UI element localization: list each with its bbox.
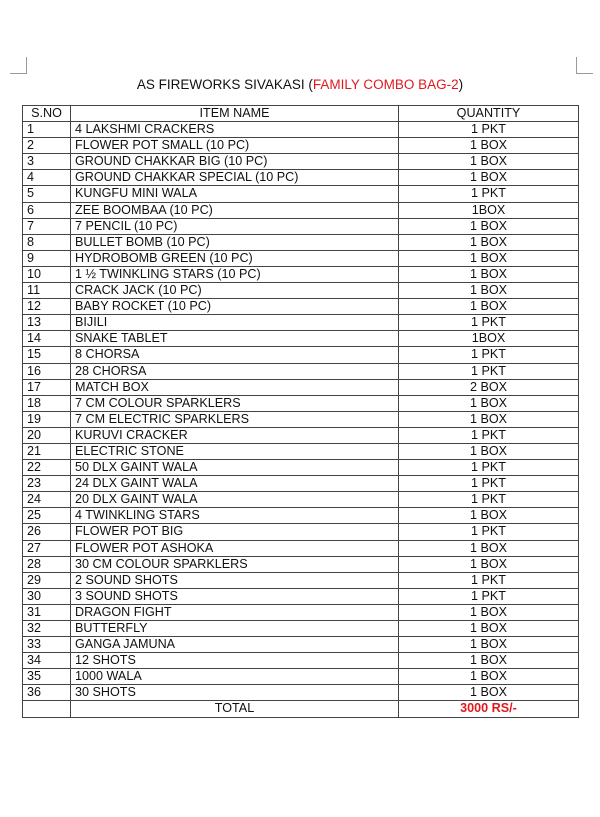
cell-item-name: 30 SHOTS bbox=[71, 685, 399, 701]
table-row bbox=[23, 411, 579, 427]
table-row bbox=[23, 331, 579, 347]
cell-quantity: 1 BOX bbox=[399, 170, 579, 186]
cell-quantity: 1 PKT bbox=[399, 186, 579, 202]
cell-item-name: HYDROBOMB GREEN (10 PC) bbox=[71, 250, 399, 266]
table-row bbox=[23, 266, 579, 282]
cell-quantity: 1 PKT bbox=[399, 476, 579, 492]
cell-sno: 21 bbox=[23, 443, 71, 459]
cell-quantity: 1 BOX bbox=[399, 154, 579, 170]
cell-quantity: 1 BOX bbox=[399, 508, 579, 524]
cell-quantity: 1 BOX bbox=[399, 556, 579, 572]
table-row bbox=[23, 588, 579, 604]
table-row bbox=[23, 138, 579, 154]
table-row bbox=[23, 476, 579, 492]
table-row bbox=[23, 669, 579, 685]
table-row bbox=[23, 460, 579, 476]
cell-quantity: 1 PKT bbox=[399, 524, 579, 540]
cell-quantity: 1 PKT bbox=[399, 122, 579, 138]
cell-sno: 12 bbox=[23, 299, 71, 315]
cell-sno: 17 bbox=[23, 379, 71, 395]
table-row bbox=[23, 218, 579, 234]
cell-quantity: 1 BOX bbox=[399, 685, 579, 701]
page-corner-mark-left bbox=[10, 57, 27, 74]
cell-quantity: 1 BOX bbox=[399, 669, 579, 685]
cell-quantity: 1 BOX bbox=[399, 604, 579, 620]
cell-quantity: 1 PKT bbox=[399, 460, 579, 476]
table-row bbox=[23, 379, 579, 395]
cell-sno: 24 bbox=[23, 492, 71, 508]
table-row bbox=[23, 186, 579, 202]
cell-item-name: 12 SHOTS bbox=[71, 653, 399, 669]
cell-quantity: 1 BOX bbox=[399, 540, 579, 556]
table-row bbox=[23, 250, 579, 266]
table-row bbox=[23, 492, 579, 508]
table-header-row bbox=[23, 106, 579, 122]
cell-item-name: GROUND CHAKKAR BIG (10 PC) bbox=[71, 154, 399, 170]
cell-sno: 7 bbox=[23, 218, 71, 234]
cell-sno: 18 bbox=[23, 395, 71, 411]
cell-sno: 2 bbox=[23, 138, 71, 154]
cell-quantity: 1 BOX bbox=[399, 266, 579, 282]
table-row bbox=[23, 508, 579, 524]
cell-sno: 32 bbox=[23, 621, 71, 637]
cell-sno: 30 bbox=[23, 588, 71, 604]
cell-sno: 28 bbox=[23, 556, 71, 572]
cell-quantity: 1 BOX bbox=[399, 218, 579, 234]
total-row bbox=[23, 701, 579, 717]
page-corner-mark-right bbox=[576, 57, 593, 74]
table-row bbox=[23, 315, 579, 331]
cell-item-name: FLOWER POT ASHOKA bbox=[71, 540, 399, 556]
cell-quantity: 1 BOX bbox=[399, 411, 579, 427]
cell-item-name: 7 PENCIL (10 PC) bbox=[71, 218, 399, 234]
table-row bbox=[23, 363, 579, 379]
cell-sno: 13 bbox=[23, 315, 71, 331]
cell-sno: 5 bbox=[23, 186, 71, 202]
cell-item-name: BUTTERFLY bbox=[71, 621, 399, 637]
cell-item-name: 20 DLX GAINT WALA bbox=[71, 492, 399, 508]
header-sno: S.NO bbox=[23, 106, 71, 122]
total-value: 3000 RS/- bbox=[399, 701, 579, 717]
cell-item-name: ZEE BOOMBAA (10 PC) bbox=[71, 202, 399, 218]
table-row bbox=[23, 234, 579, 250]
cell-item-name: GANGA JAMUNA bbox=[71, 637, 399, 653]
cell-sno: 3 bbox=[23, 154, 71, 170]
cell-quantity: 1 PKT bbox=[399, 588, 579, 604]
header-item-name: ITEM NAME bbox=[71, 106, 399, 122]
table-row bbox=[23, 122, 579, 138]
cell-item-name: DRAGON FIGHT bbox=[71, 604, 399, 620]
cell-sno: 33 bbox=[23, 637, 71, 653]
cell-sno: 34 bbox=[23, 653, 71, 669]
cell-sno: 20 bbox=[23, 427, 71, 443]
cell-sno: 29 bbox=[23, 572, 71, 588]
cell-sno: 35 bbox=[23, 669, 71, 685]
title-close: ) bbox=[458, 77, 464, 92]
cell-quantity: 1BOX bbox=[399, 202, 579, 218]
table-row bbox=[23, 283, 579, 299]
table-row bbox=[23, 637, 579, 653]
table-row bbox=[23, 202, 579, 218]
cell-sno: 4 bbox=[23, 170, 71, 186]
cell-item-name: BABY ROCKET (10 PC) bbox=[71, 299, 399, 315]
cell-quantity: 1 BOX bbox=[399, 138, 579, 154]
cell-item-name: KUNGFU MINI WALA bbox=[71, 186, 399, 202]
cell-quantity: 1 BOX bbox=[399, 283, 579, 299]
table-row bbox=[23, 347, 579, 363]
table-row bbox=[23, 443, 579, 459]
cell-quantity: 1 BOX bbox=[399, 653, 579, 669]
cell-sno: 23 bbox=[23, 476, 71, 492]
cell-sno: 15 bbox=[23, 347, 71, 363]
table-row bbox=[23, 170, 579, 186]
cell-item-name: BIJILI bbox=[71, 315, 399, 331]
cell-quantity: 1 PKT bbox=[399, 347, 579, 363]
cell-sno: 14 bbox=[23, 331, 71, 347]
table-row bbox=[23, 299, 579, 315]
cell-quantity: 1 BOX bbox=[399, 250, 579, 266]
cell-sno: 22 bbox=[23, 460, 71, 476]
cell-item-name: 50 DLX GAINT WALA bbox=[71, 460, 399, 476]
cell-item-name: 28 CHORSA bbox=[71, 363, 399, 379]
cell-item-name: 30 CM COLOUR SPARKLERS bbox=[71, 556, 399, 572]
cell-item-name: 4 TWINKLING STARS bbox=[71, 508, 399, 524]
cell-sno: 31 bbox=[23, 604, 71, 620]
cell-quantity: 1 PKT bbox=[399, 363, 579, 379]
cell-quantity: 1 BOX bbox=[399, 637, 579, 653]
table-row bbox=[23, 540, 579, 556]
table-row bbox=[23, 395, 579, 411]
cell-item-name: CRACK JACK (10 PC) bbox=[71, 283, 399, 299]
table-row bbox=[23, 427, 579, 443]
table-row bbox=[23, 524, 579, 540]
table-row bbox=[23, 604, 579, 620]
cell-quantity: 1 PKT bbox=[399, 315, 579, 331]
cell-sno: 10 bbox=[23, 266, 71, 282]
cell-item-name: 1 ½ TWINKLING STARS (10 PC) bbox=[71, 266, 399, 282]
cell-sno: 16 bbox=[23, 363, 71, 379]
cell-quantity: 1 PKT bbox=[399, 427, 579, 443]
cell-item-name: 24 DLX GAINT WALA bbox=[71, 476, 399, 492]
cell-item-name: GROUND CHAKKAR SPECIAL (10 PC) bbox=[71, 170, 399, 186]
cell-sno: 8 bbox=[23, 234, 71, 250]
cell-quantity: 1 BOX bbox=[399, 443, 579, 459]
cell-quantity: 1 BOX bbox=[399, 395, 579, 411]
cell-quantity: 2 BOX bbox=[399, 379, 579, 395]
cell-sno: 6 bbox=[23, 202, 71, 218]
cell-quantity: 1 BOX bbox=[399, 299, 579, 315]
document-title bbox=[0, 76, 600, 94]
cell-quantity: 1 BOX bbox=[399, 234, 579, 250]
cell-item-name: KURUVI CRACKER bbox=[71, 427, 399, 443]
title-highlight: FAMILY COMBO BAG-2 bbox=[312, 77, 459, 92]
total-label: TOTAL bbox=[71, 701, 399, 717]
cell-item-name: FLOWER POT SMALL (10 PC) bbox=[71, 138, 399, 154]
cell-item-name: 7 CM COLOUR SPARKLERS bbox=[71, 395, 399, 411]
cell-quantity: 1 BOX bbox=[399, 621, 579, 637]
table-row bbox=[23, 685, 579, 701]
cell-item-name: ELECTRIC STONE bbox=[71, 443, 399, 459]
cell-quantity: 1 PKT bbox=[399, 492, 579, 508]
table-row bbox=[23, 572, 579, 588]
cell-item-name: BULLET BOMB (10 PC) bbox=[71, 234, 399, 250]
cell-sno: 26 bbox=[23, 524, 71, 540]
total-spacer bbox=[23, 701, 71, 717]
cell-item-name: SNAKE TABLET bbox=[71, 331, 399, 347]
header-quantity: QUANTITY bbox=[399, 106, 579, 122]
table-row bbox=[23, 556, 579, 572]
cell-item-name: 2 SOUND SHOTS bbox=[71, 572, 399, 588]
table-row bbox=[23, 154, 579, 170]
cell-item-name: 1000 WALA bbox=[71, 669, 399, 685]
items-table bbox=[22, 105, 579, 718]
cell-quantity: 1BOX bbox=[399, 331, 579, 347]
cell-item-name: FLOWER POT BIG bbox=[71, 524, 399, 540]
cell-quantity: 1 PKT bbox=[399, 572, 579, 588]
title-main: AS FIREWORKS SIVAKASI ( bbox=[136, 77, 313, 92]
cell-sno: 9 bbox=[23, 250, 71, 266]
cell-sno: 19 bbox=[23, 411, 71, 427]
cell-item-name: 4 LAKSHMI CRACKERS bbox=[71, 122, 399, 138]
cell-item-name: 8 CHORSA bbox=[71, 347, 399, 363]
cell-item-name: 3 SOUND SHOTS bbox=[71, 588, 399, 604]
cell-sno: 36 bbox=[23, 685, 71, 701]
cell-item-name: MATCH BOX bbox=[71, 379, 399, 395]
cell-sno: 27 bbox=[23, 540, 71, 556]
table-row bbox=[23, 621, 579, 637]
cell-sno: 11 bbox=[23, 283, 71, 299]
cell-sno: 1 bbox=[23, 122, 71, 138]
table-row bbox=[23, 653, 579, 669]
cell-item-name: 7 CM ELECTRIC SPARKLERS bbox=[71, 411, 399, 427]
cell-sno: 25 bbox=[23, 508, 71, 524]
